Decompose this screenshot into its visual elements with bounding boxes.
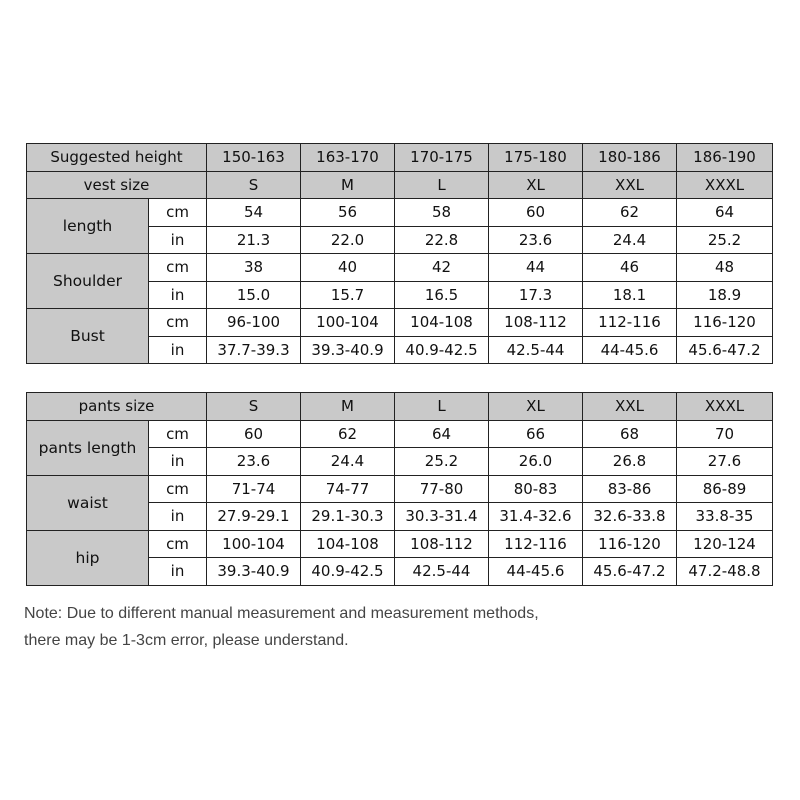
value-cell: 24.4 bbox=[301, 448, 395, 476]
value-cell: 44-45.6 bbox=[489, 558, 583, 586]
value-cell: 40.9-42.5 bbox=[301, 558, 395, 586]
size-cell: XXXL bbox=[677, 393, 773, 421]
size-cell: L bbox=[395, 171, 489, 199]
value-cell: 108-112 bbox=[395, 530, 489, 558]
value-cell: 68 bbox=[583, 420, 677, 448]
value-cell: 58 bbox=[395, 199, 489, 227]
value-cell: 66 bbox=[489, 420, 583, 448]
measure-row bbox=[27, 475, 773, 503]
size-cell: M bbox=[301, 393, 395, 421]
value-cell: 60 bbox=[489, 199, 583, 227]
value-cell: 25.2 bbox=[677, 226, 773, 254]
value-cell: 44 bbox=[489, 254, 583, 282]
value-cell: 62 bbox=[301, 420, 395, 448]
height-label: Suggested height bbox=[27, 144, 207, 172]
value-cell: 74-77 bbox=[301, 475, 395, 503]
value-cell: 60 bbox=[207, 420, 301, 448]
value-cell: 120-124 bbox=[677, 530, 773, 558]
value-cell: 32.6-33.8 bbox=[583, 503, 677, 531]
unit-cell: cm bbox=[149, 254, 207, 282]
unit-cell: cm bbox=[149, 420, 207, 448]
height-range-cell: 150-163 bbox=[207, 144, 301, 172]
height-row bbox=[27, 144, 773, 172]
value-cell: 46 bbox=[583, 254, 677, 282]
value-cell: 100-104 bbox=[301, 309, 395, 337]
unit-cell: cm bbox=[149, 309, 207, 337]
value-cell: 48 bbox=[677, 254, 773, 282]
value-cell: 22.0 bbox=[301, 226, 395, 254]
vest-size-table bbox=[26, 143, 773, 364]
size-cell: XL bbox=[489, 171, 583, 199]
value-cell: 45.6-47.2 bbox=[677, 336, 773, 364]
value-cell: 96-100 bbox=[207, 309, 301, 337]
value-cell: 22.8 bbox=[395, 226, 489, 254]
unit-cell: in bbox=[149, 503, 207, 531]
height-range-cell: 175-180 bbox=[489, 144, 583, 172]
value-cell: 24.4 bbox=[583, 226, 677, 254]
value-cell: 112-116 bbox=[489, 530, 583, 558]
value-cell: 104-108 bbox=[395, 309, 489, 337]
value-cell: 17.3 bbox=[489, 281, 583, 309]
unit-cell: in bbox=[149, 448, 207, 476]
size-cell: XXL bbox=[583, 393, 677, 421]
height-range-cell: 186-190 bbox=[677, 144, 773, 172]
value-cell: 15.7 bbox=[301, 281, 395, 309]
value-cell: 27.6 bbox=[677, 448, 773, 476]
note-line-2: there may be 1-3cm error, please understand. bbox=[24, 632, 349, 649]
value-cell: 100-104 bbox=[207, 530, 301, 558]
value-cell: 16.5 bbox=[395, 281, 489, 309]
height-range-cell: 170-175 bbox=[395, 144, 489, 172]
measure-row bbox=[27, 530, 773, 558]
value-cell: 77-80 bbox=[395, 475, 489, 503]
vest-table-body bbox=[27, 144, 773, 364]
value-cell: 26.0 bbox=[489, 448, 583, 476]
value-cell: 18.1 bbox=[583, 281, 677, 309]
size-label: vest size bbox=[27, 171, 207, 199]
value-cell: 21.3 bbox=[207, 226, 301, 254]
value-cell: 71-74 bbox=[207, 475, 301, 503]
size-cell: M bbox=[301, 171, 395, 199]
size-row bbox=[27, 393, 773, 421]
unit-cell: in bbox=[149, 558, 207, 586]
value-cell: 70 bbox=[677, 420, 773, 448]
size-cell: L bbox=[395, 393, 489, 421]
measure-label: length bbox=[27, 199, 149, 254]
measure-label: hip bbox=[27, 530, 149, 585]
size-row bbox=[27, 171, 773, 199]
value-cell: 38 bbox=[207, 254, 301, 282]
size-cell: XL bbox=[489, 393, 583, 421]
value-cell: 116-120 bbox=[583, 530, 677, 558]
value-cell: 47.2-48.8 bbox=[677, 558, 773, 586]
measurement-note bbox=[24, 600, 784, 654]
value-cell: 18.9 bbox=[677, 281, 773, 309]
value-cell: 23.6 bbox=[489, 226, 583, 254]
value-cell: 112-116 bbox=[583, 309, 677, 337]
measure-row bbox=[27, 309, 773, 337]
unit-cell: cm bbox=[149, 530, 207, 558]
value-cell: 116-120 bbox=[677, 309, 773, 337]
value-cell: 104-108 bbox=[301, 530, 395, 558]
value-cell: 15.0 bbox=[207, 281, 301, 309]
pants-table-body bbox=[27, 393, 773, 586]
pants-size-table bbox=[26, 392, 773, 586]
value-cell: 42.5-44 bbox=[489, 336, 583, 364]
value-cell: 44-45.6 bbox=[583, 336, 677, 364]
value-cell: 62 bbox=[583, 199, 677, 227]
measure-row bbox=[27, 254, 773, 282]
value-cell: 56 bbox=[301, 199, 395, 227]
value-cell: 64 bbox=[677, 199, 773, 227]
size-cell: XXXL bbox=[677, 171, 773, 199]
value-cell: 33.8-35 bbox=[677, 503, 773, 531]
size-cell: XXL bbox=[583, 171, 677, 199]
value-cell: 108-112 bbox=[489, 309, 583, 337]
unit-cell: in bbox=[149, 281, 207, 309]
value-cell: 39.3-40.9 bbox=[301, 336, 395, 364]
value-cell: 45.6-47.2 bbox=[583, 558, 677, 586]
measure-label: Shoulder bbox=[27, 254, 149, 309]
size-cell: S bbox=[207, 171, 301, 199]
measure-label: waist bbox=[27, 475, 149, 530]
value-cell: 40 bbox=[301, 254, 395, 282]
value-cell: 40.9-42.5 bbox=[395, 336, 489, 364]
value-cell: 26.8 bbox=[583, 448, 677, 476]
value-cell: 25.2 bbox=[395, 448, 489, 476]
unit-cell: in bbox=[149, 336, 207, 364]
value-cell: 42 bbox=[395, 254, 489, 282]
measure-row bbox=[27, 199, 773, 227]
value-cell: 30.3-31.4 bbox=[395, 503, 489, 531]
unit-cell: cm bbox=[149, 475, 207, 503]
value-cell: 54 bbox=[207, 199, 301, 227]
value-cell: 80-83 bbox=[489, 475, 583, 503]
value-cell: 42.5-44 bbox=[395, 558, 489, 586]
value-cell: 37.7-39.3 bbox=[207, 336, 301, 364]
measure-label: Bust bbox=[27, 309, 149, 364]
height-range-cell: 180-186 bbox=[583, 144, 677, 172]
unit-cell: in bbox=[149, 226, 207, 254]
measure-label: pants length bbox=[27, 420, 149, 475]
measure-row bbox=[27, 420, 773, 448]
value-cell: 39.3-40.9 bbox=[207, 558, 301, 586]
unit-cell: cm bbox=[149, 199, 207, 227]
value-cell: 27.9-29.1 bbox=[207, 503, 301, 531]
size-label: pants size bbox=[27, 393, 207, 421]
value-cell: 86-89 bbox=[677, 475, 773, 503]
value-cell: 31.4-32.6 bbox=[489, 503, 583, 531]
note-line-1: Note: Due to different manual measurement and measurement methods, bbox=[24, 605, 539, 622]
value-cell: 64 bbox=[395, 420, 489, 448]
size-cell: S bbox=[207, 393, 301, 421]
height-range-cell: 163-170 bbox=[301, 144, 395, 172]
value-cell: 23.6 bbox=[207, 448, 301, 476]
value-cell: 29.1-30.3 bbox=[301, 503, 395, 531]
value-cell: 83-86 bbox=[583, 475, 677, 503]
